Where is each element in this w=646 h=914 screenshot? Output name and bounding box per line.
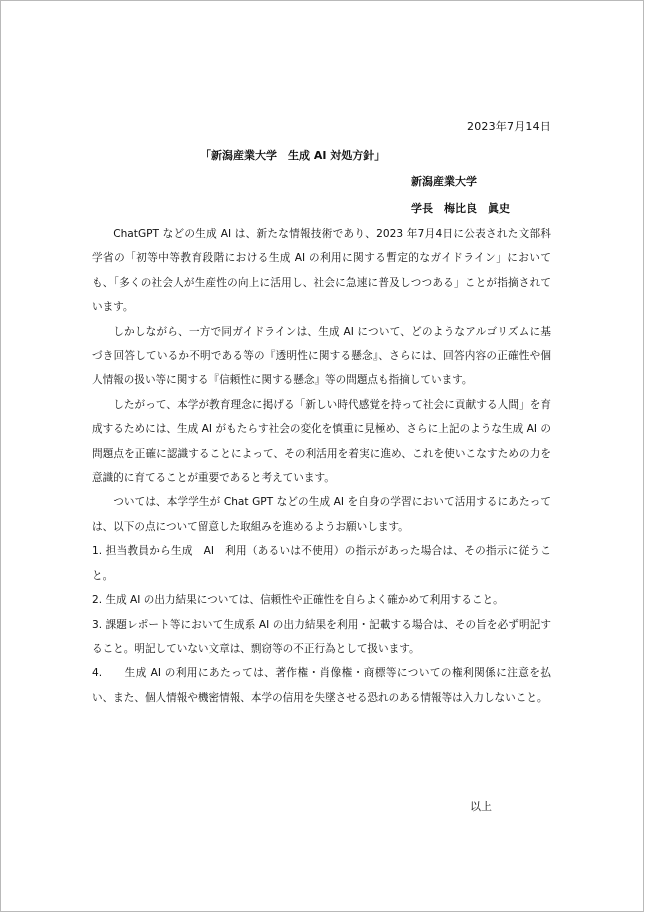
guideline-item-3: 3. 課題レポート等において生成系 AI の出力結果を利用・記載する場合は、その旨を必ず明記すること。明記していない文章は、剽窃等の不正行為として扱います。 [92, 618, 551, 655]
body-paragraph: ついては、本学学生が Chat GPT などの生成 AI を自身の学習において活用するにあたっては、以下の点について留意した取組みを進めるようお願いします。 [92, 496, 551, 533]
guideline-item-1: 1. 担当教員から生成 AI 利用（あるいは不使用）の指示があった場合は、その指示に従うこと。 [92, 545, 551, 582]
closing-text: 以上 [470, 800, 492, 813]
body-paragraph: ChatGPT などの生成 AI は、新たな情報技術であり、2023 年7月4日に公表された文部科学省の「初等中等教育段階における生成 AI の利用に関する暫定的なガイドライン」においても、「多くの社会人が生産性の向上に活用し、社会に急速に普及しつつある」ことが指摘されています。 [92, 228, 551, 314]
guideline-item-4: 4. 生成 AI の利用にあたっては、著作権・肖像権・商標等についての権利関係に注意を払い、また、個人情報や機密情報、本学の信用を失墜させる恐れのある情報等は入力しないこと。 [92, 667, 551, 704]
author-name: 学長 梅比良 眞史 [411, 202, 510, 215]
body-paragraph: しかしながら、一方で同ガイドラインは、生成 AI について、どのようなアルゴリズムに基づき回答しているか不明である等の『透明性に関する懸念』、さらには、回答内容の正確性や個人情報の扱い等に関する『信頼性に関する懸念』等の問題点も指摘しています。 [92, 325, 551, 387]
guideline-item-2: 2. 生成 AI の出力結果については、信頼性や正確性を自らよく確かめて利用すること。 [92, 594, 504, 607]
document-date: 2023年7月14日 [467, 120, 551, 133]
document-title: 「新潟産業大学 生成 AI 対処方針」 [200, 149, 386, 162]
document-body [92, 222, 551, 710]
organization-name: 新潟産業大学 [411, 175, 477, 188]
body-paragraph: したがって、本学が教育理念に掲げる「新しい時代感覚を持って社会に貢献する人間」を育成するためには、生成 AI がもたらす社会の変化を慎重に見極め、さらに上記のような生成 AI の問題点を正確に認識することによって、その利活用を着実に進め、これを使いこなすための力を意識的に育てることが重要であると考えています。 [92, 398, 551, 485]
